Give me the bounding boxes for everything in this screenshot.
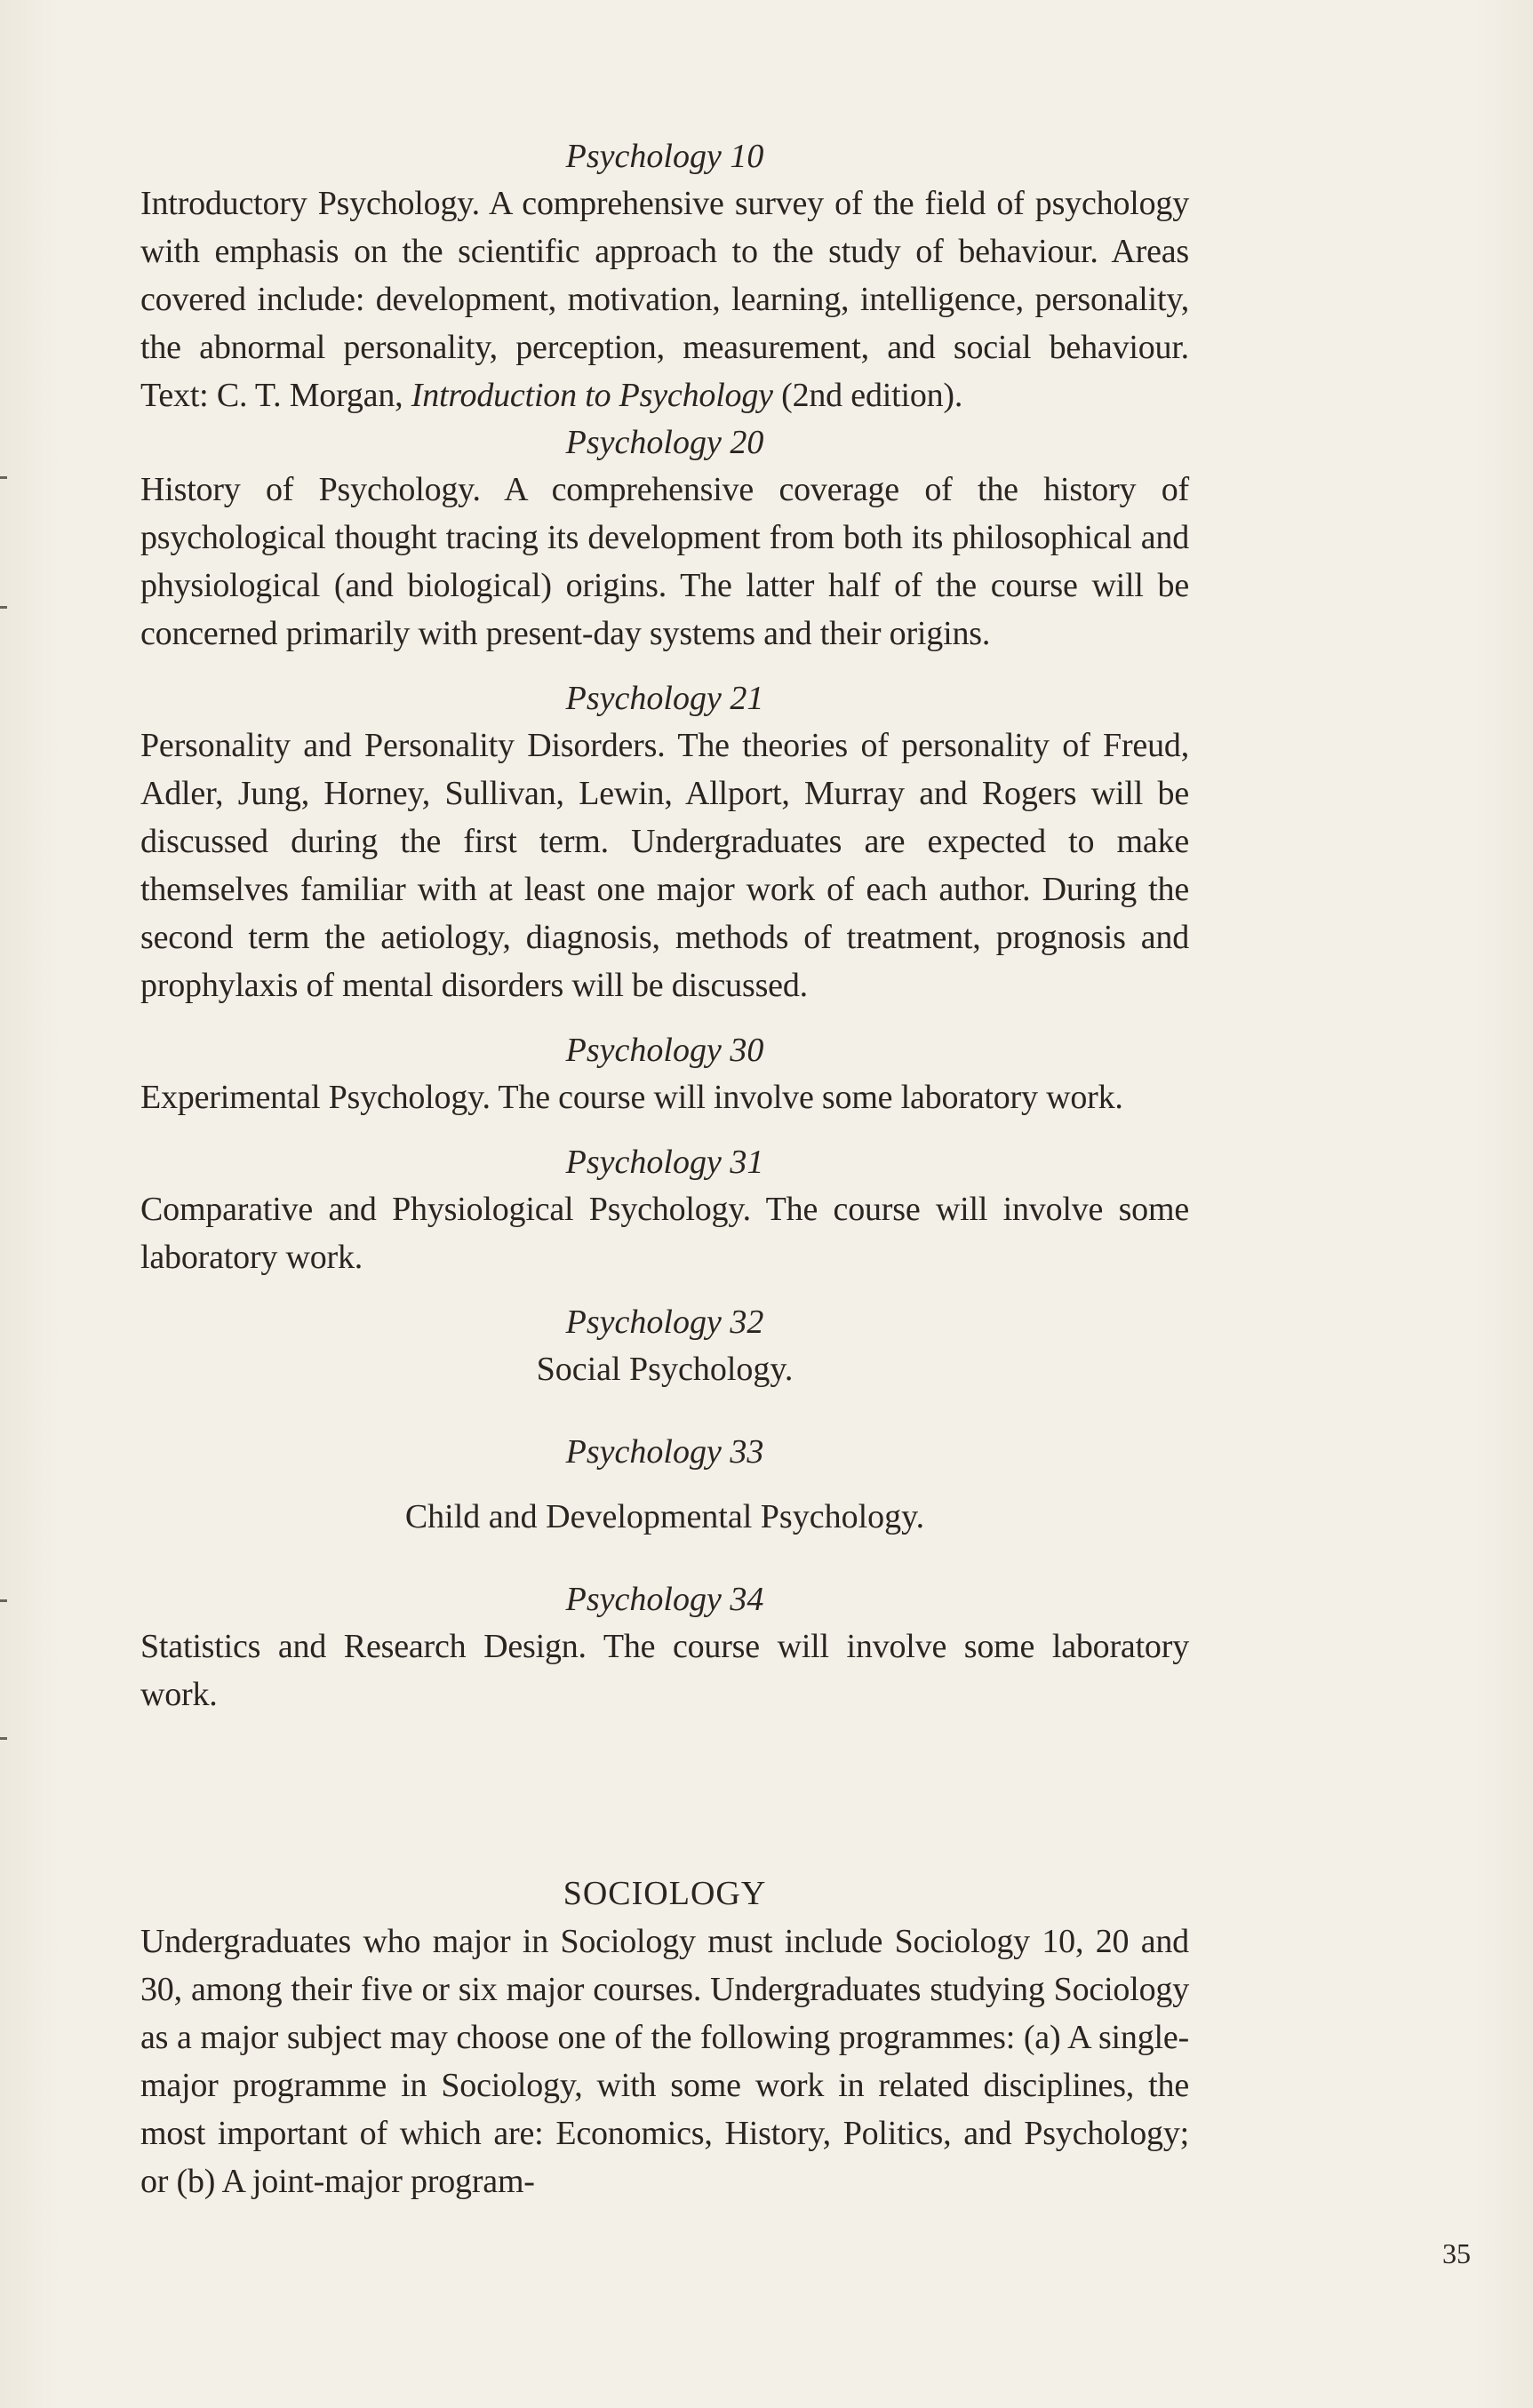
course-description-tail: (2nd edition). — [772, 377, 963, 414]
margin-mark — [0, 1599, 7, 1602]
course-description: Child and Developmental Psychology. — [404, 1498, 925, 1535]
margin-mark — [0, 606, 7, 609]
course-description-text: Introductory Psychology. A comprehensive survey of the field of psychology with emphasis on the scientific approach to the study of behaviour. Areas covered include: development, motivation, learning, intelligence, personality, the abnormal personality, perception, measurement, and social behaviour. Text: C. T. Morgan, — [140, 185, 1189, 414]
course-description — [140, 179, 1189, 419]
book-title: Introduction to Psychology — [411, 377, 773, 414]
course-heading: Psychology 10 — [565, 138, 764, 175]
course-description: Social Psychology. — [536, 1351, 794, 1388]
course-heading: Psychology 30 — [565, 1032, 764, 1069]
course-heading: Psychology 34 — [565, 1581, 764, 1618]
course-description: Personality and Personality Disorders. The theories of personality of Freud, Adler, Jung, Horney, Sullivan, Lewin, Allport, Murray and Rogers will be discussed during the first term. Undergraduates are expected to make themselves familiar with at least one major work of each author. During the second term the aetiology, diagnosis, methods of treatment, prognosis and prophylaxis of mental disorders will be discussed. — [140, 727, 1189, 1004]
section-title: SOCIOLOGY — [563, 1875, 767, 1912]
margin-mark — [0, 1737, 7, 1740]
course-description: Experimental Psychology. The course will involve some laboratory work. — [140, 1079, 1123, 1116]
course-description: Statistics and Research Design. The course will involve some laboratory work. — [140, 1628, 1189, 1713]
course-description: Comparative and Physiological Psychology. The course will involve some laboratory work. — [140, 1191, 1189, 1276]
section-description: Undergraduates who major in Sociology must include Sociology 10, 20 and 30, among their five or six major courses. Undergraduates studying Sociology as a major subject may choose one of the following programmes: (a) A single-major programme in Sociology, with some work in related disciplines, the most important of which are: Economics, History, Politics, and Psychology; or (b) A joint-major program- — [140, 1923, 1189, 2200]
margin-mark — [0, 476, 7, 479]
course-heading: Psychology 33 — [565, 1433, 764, 1471]
course-heading: Psychology 21 — [565, 680, 764, 717]
page-number: 35 — [1442, 2237, 1471, 2269]
course-description: History of Psychology. A comprehensive coverage of the history of psychological thought tracing its development from both its philosophical and physiological (and biological) origins. The latter half of the course will be concerned primarily with present-day systems and their origins. — [140, 471, 1189, 652]
text-column — [140, 133, 1189, 2205]
course-heading: Psychology 20 — [565, 424, 764, 461]
course-heading: Psychology 31 — [565, 1144, 764, 1181]
course-heading: Psychology 32 — [565, 1304, 764, 1341]
